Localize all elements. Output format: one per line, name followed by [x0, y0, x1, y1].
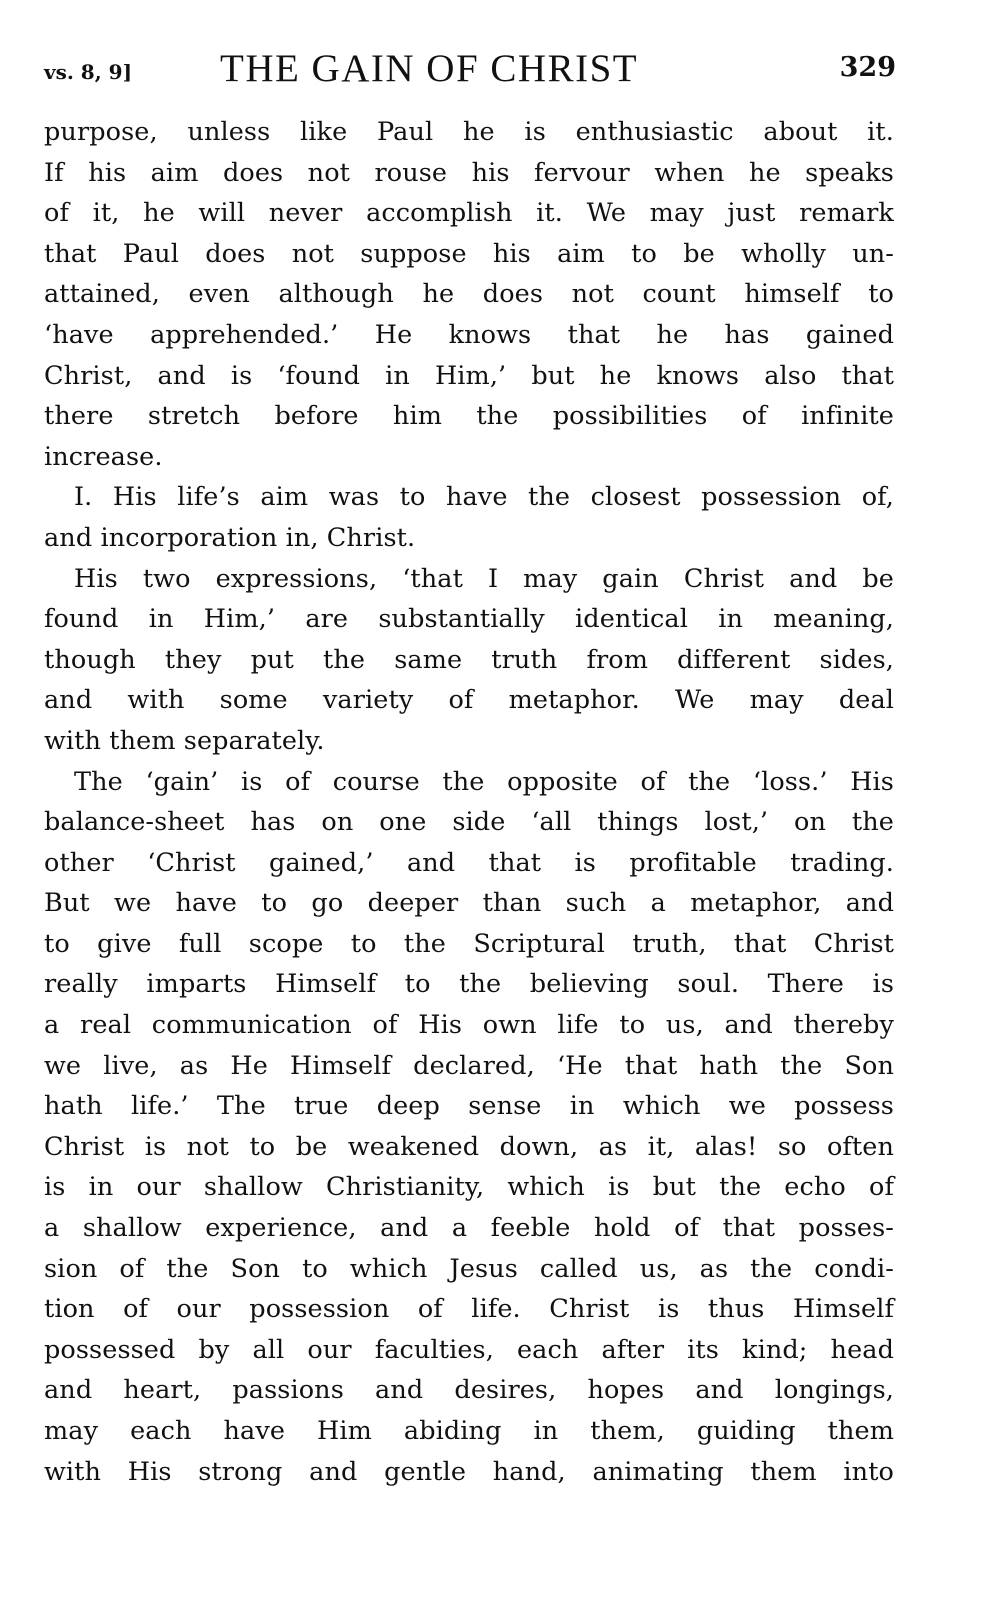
text-line: But we have to go deeper than such a metaphor, and [44, 888, 894, 919]
text-line: is in our shallow Christianity, which is but the echo of [44, 1172, 894, 1203]
text-line: possessed by all our faculties, each after its kind; head [44, 1334, 894, 1365]
text-line: other ‘Christ gained,’ and that is profitable trading. [44, 847, 894, 878]
text-line: may each have Him abiding in them, guiding them [44, 1416, 894, 1446]
text-line: found in Him,’ are substantially identical in meaning, [44, 604, 894, 635]
text-line: Christ is not to be weakened down, as it, alas! so often [44, 1131, 894, 1162]
text-line: though they put the same truth from different sides, [44, 644, 894, 675]
body-text [44, 112, 894, 1492]
text-line: The ‘gain’ is of course the opposite of the ‘loss.’ His [74, 766, 894, 797]
text-line: purpose, unless like Paul he is enthusiastic about it. [44, 117, 894, 147]
page-title: THE GAIN OF CHRIST [220, 47, 639, 90]
text-line: a shallow experience, and a feeble hold of that posses- [44, 1213, 894, 1244]
text-line: If his aim does not rouse his fervour when he speaks [44, 157, 894, 188]
verse-reference: vs. 8, 9] [44, 60, 133, 84]
text-line: a real communication of His own life to us, and thereby [44, 1010, 894, 1041]
text-line: and heart, passions and desires, hopes and longings, [44, 1375, 894, 1406]
text-line: of it, he will never accomplish it. We may just remark [44, 198, 894, 229]
running-head [44, 46, 896, 90]
text-line: sion of the Son to which Jesus called us, as the condi- [44, 1253, 894, 1284]
text-line: ‘have apprehended.’ He knows that he has gained [44, 319, 894, 350]
text-line: attained, even although he does not count himself to [44, 279, 894, 310]
text-line: really imparts Himself to the believing soul. There is [44, 969, 894, 1000]
text-line: there stretch before him the possibilities of infinite [44, 401, 894, 432]
text-line: and with some variety of metaphor. We may deal [44, 685, 894, 716]
text-line: and incorporation in, Christ. [44, 522, 416, 553]
text-line: to give full scope to the Scriptural truth, that Christ [44, 928, 894, 959]
text-line: that Paul does not suppose his aim to be wholly un- [44, 238, 894, 269]
text-line: with them separately. [44, 725, 325, 756]
text-line: I. His life’s aim was to have the closest possession of, [74, 482, 894, 513]
text-line: His two expressions, ‘that I may gain Christ and be [74, 563, 894, 594]
text-line: balance-sheet has on one side ‘all things lost,’ on the [44, 807, 894, 838]
text-line: Christ, and is ‘found in Him,’ but he knows also that [44, 360, 894, 391]
text-line: we live, as He Himself declared, ‘He that hath the Son [44, 1050, 894, 1081]
text-line: increase. [44, 441, 163, 472]
text-line: tion of our possession of life. Christ is thus Himself [44, 1294, 894, 1325]
text-line: hath life.’ The true deep sense in which we possess [44, 1091, 894, 1122]
page-number: 329 [839, 52, 896, 83]
text-line: with His strong and gentle hand, animating them into [44, 1456, 894, 1487]
